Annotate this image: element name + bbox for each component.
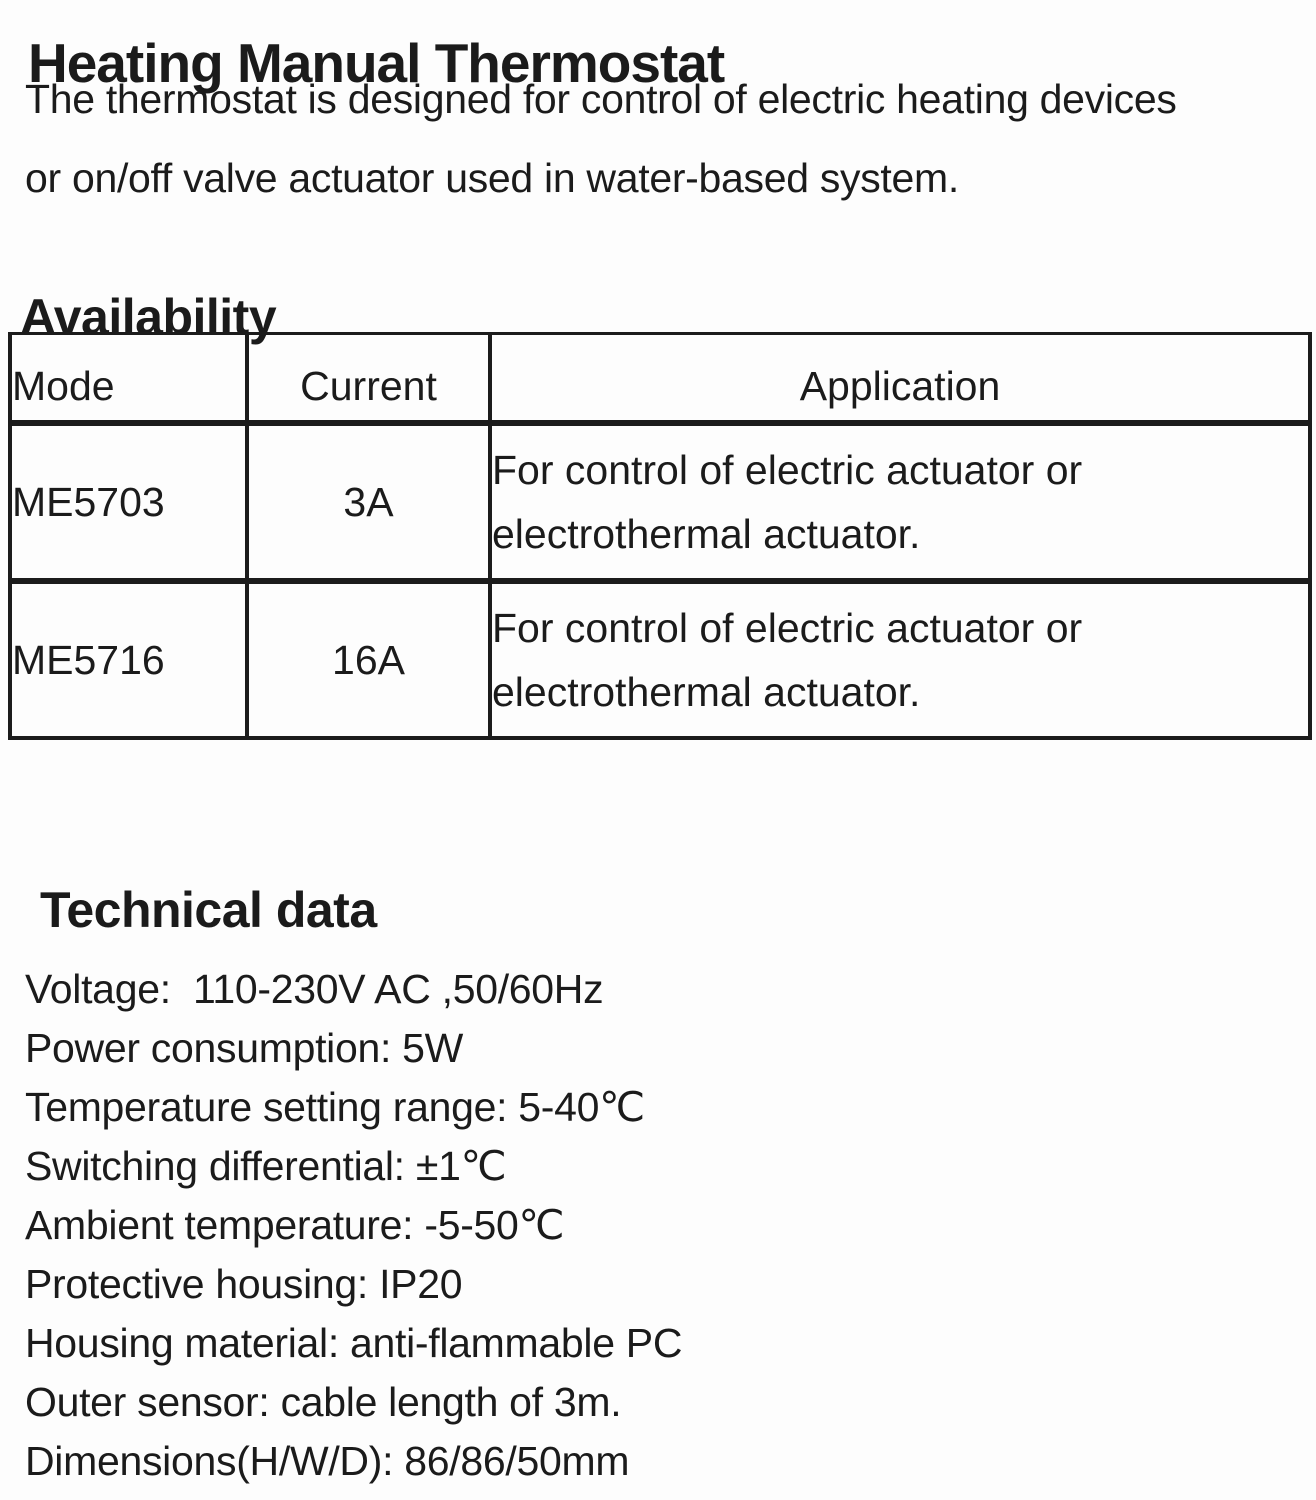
application-line-2: electrothermal actuator. bbox=[492, 669, 921, 715]
table-header-row bbox=[10, 334, 1310, 424]
page-title: Heating Manual Thermostat bbox=[28, 31, 725, 94]
table-cell-current: 16A bbox=[247, 581, 490, 738]
table-header-current: Current bbox=[247, 334, 490, 424]
technical-spec-list bbox=[25, 960, 682, 1491]
intro-paragraph-line-1: The thermostat is designed for control of electric heating devices bbox=[25, 76, 1177, 122]
table-cell-mode: ME5716 bbox=[10, 581, 247, 738]
table-header-mode: Mode bbox=[10, 334, 247, 424]
spec-voltage: Voltage: 110-230V AC ,50/60Hz bbox=[25, 966, 604, 1012]
spec-switching-differential: Switching differential: ±1℃ bbox=[25, 1143, 507, 1189]
spec-dimensions: Dimensions(H/W/D): 86/86/50mm bbox=[25, 1438, 630, 1484]
spec-ambient-temperature: Ambient temperature: -5-50℃ bbox=[25, 1202, 565, 1248]
table-row bbox=[10, 581, 1310, 738]
table-cell-mode: ME5703 bbox=[10, 423, 247, 581]
table-cell-current: 3A bbox=[247, 423, 490, 581]
spec-protective-housing: Protective housing: IP20 bbox=[25, 1261, 463, 1307]
table-cell-application bbox=[490, 581, 1310, 738]
application-line-2: electrothermal actuator. bbox=[492, 511, 921, 557]
table-header-application: Application bbox=[490, 334, 1310, 424]
spec-temperature-setting-range: Temperature setting range: 5-40℃ bbox=[25, 1084, 645, 1130]
table-cell-application bbox=[490, 423, 1310, 581]
table-row bbox=[10, 423, 1310, 581]
application-line-1: For control of electric actuator or bbox=[492, 605, 1083, 651]
availability-heading: Availability bbox=[20, 288, 277, 345]
spec-outer-sensor: Outer sensor: cable length of 3m. bbox=[25, 1379, 622, 1425]
spec-housing-material: Housing material: anti-flammable PC bbox=[25, 1320, 683, 1366]
availability-table bbox=[8, 332, 1312, 740]
technical-data-heading: Technical data bbox=[40, 881, 377, 938]
intro-paragraph-line-2: or on/off valve actuator used in water-based system. bbox=[25, 155, 959, 201]
application-line-1: For control of electric actuator or bbox=[492, 447, 1083, 493]
spec-power-consumption: Power consumption: 5W bbox=[25, 1025, 464, 1071]
